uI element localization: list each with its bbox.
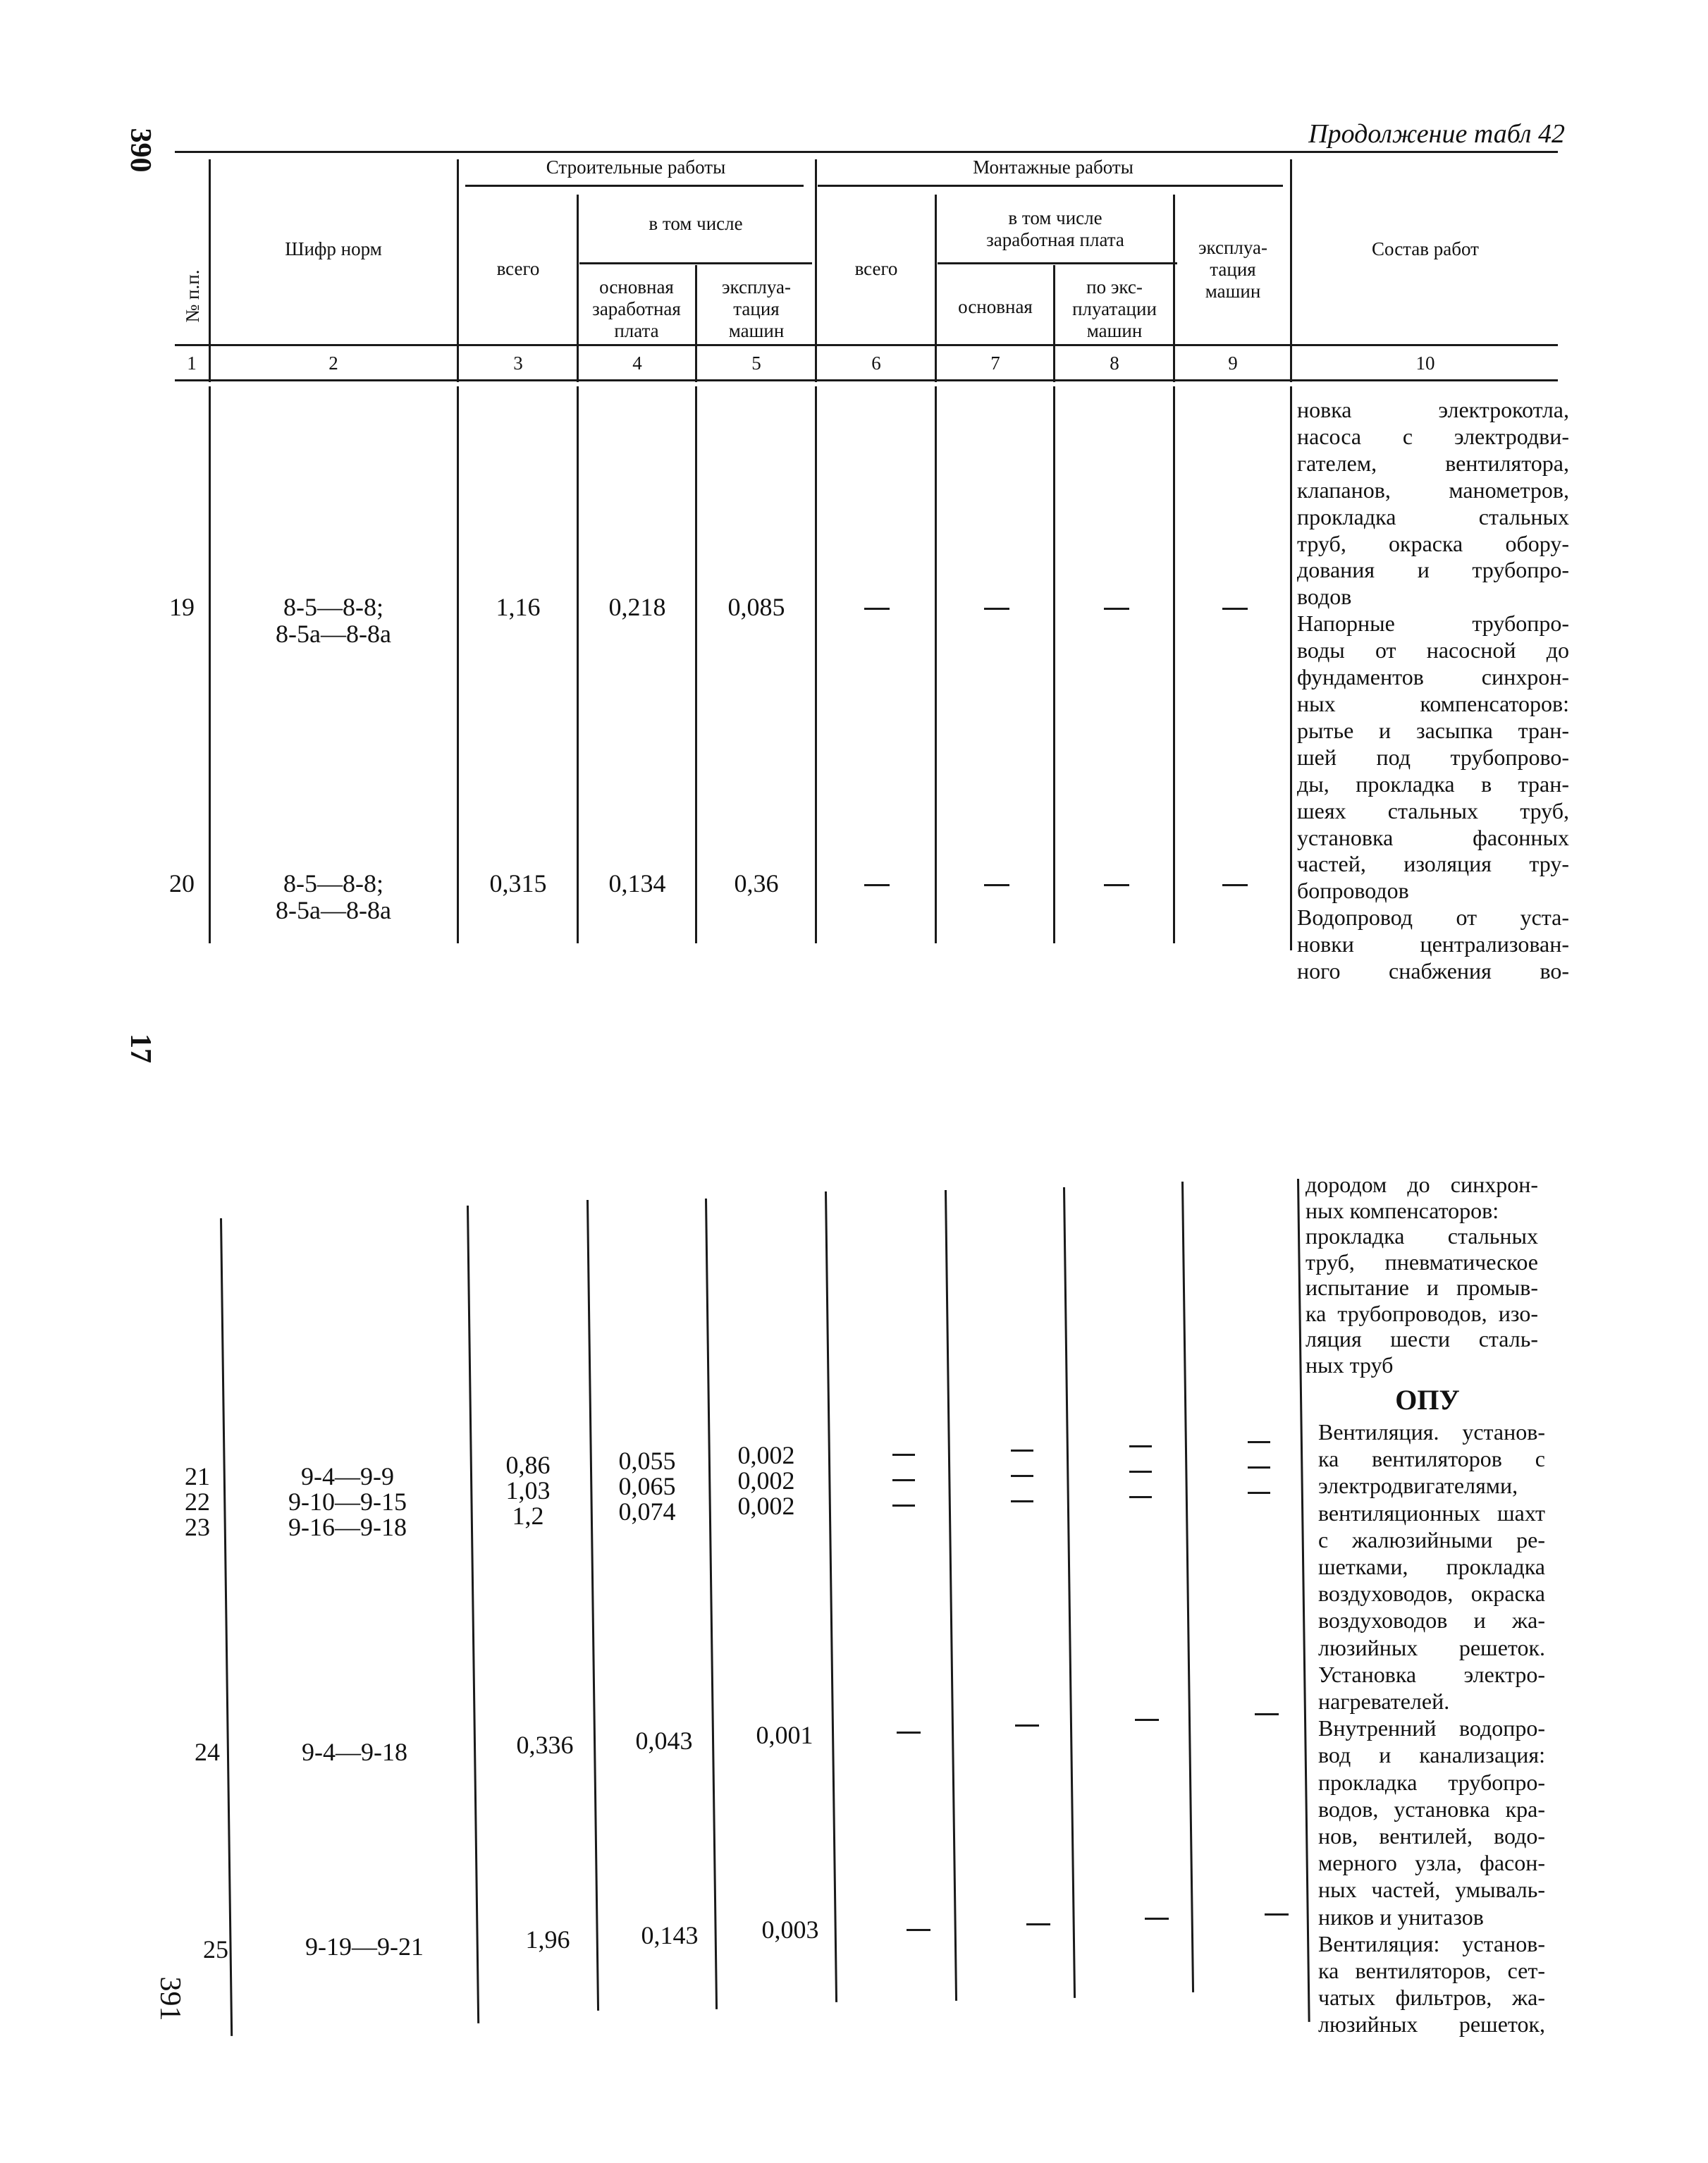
composition-text-bottom-b: Вентиляция. установ- ка вентиляторов с электродвигателями, вентиляционных шахт с жалюзийными ре- шетками, прокладка воздуховодов, окраска воздуховодов и жа- люзийных решеток. Установка электро- нагревателей. Внутренний водопро- вод и канализация: прокладка трубопро- водов, установка кра- нов, вентилей, водо- мерного узла, фасон- ных частей, умываль- ников и унитазов Вентиляция: установ- ка вентиляторов, сет- чатых фильтров, жа- люзийных решеток, [1318,1419,1545,2038]
header-installation-machine-wage: по экс- плуатации машин [1072,276,1157,341]
header-construction-including: в том числе [649,213,743,234]
column-number: 3 [513,353,523,374]
header-installation-including: в том числе заработная плата [986,207,1124,250]
composition-text-top: новка электрокотла, насоса с электродви- гателем, вентилятора, клапанов, манометров, прокладка стальных труб, окраска обору- дования и трубопро- водов Напорные трубопро- воды от насосной до фундаментов синхрон- ных компенсаторов: рытье и засыпка тран- шей под трубопрово- ды, прокладка в тран- шеях стальных труб, установка фасонных частей, изоляция тру- бопроводов Водопровод от уста- новки централизован- ного снабжения во- [1297,397,1569,984]
page-number-bottom: 391 [154,1976,186,2021]
column-number: 7 [990,353,1000,374]
column-number: 4 [632,353,642,374]
header-installation-total: всего [854,258,898,279]
column-number: 9 [1228,353,1238,374]
column-number: 8 [1110,353,1119,374]
header-num: № п.п. [182,269,203,323]
header-installation-machines: эксплуа- тация машин [1198,237,1268,302]
column-number: 10 [1415,353,1435,374]
continuation-caption: Продолжение табл 42 [1308,119,1565,149]
composition-text-bottom-a: дородом до синхрон- ных компенсаторов: прокладка стальных труб, пневматическое испытание и промыв- ка трубопроводов, изо- ляция шести сталь- ных труб [1305,1172,1538,1378]
header-composition: Состав работ [1372,238,1479,259]
page-number-top: 390 [124,128,156,173]
header-installation-basic: основная [958,296,1033,317]
column-number: 6 [871,353,881,374]
header-code: Шифр норм [285,238,382,259]
section-title: ОПУ [1395,1384,1460,1416]
header-construction-total: всего [496,258,540,279]
header-construction-machines: эксплуа- тация машин [721,276,792,341]
header-construction: Строительные работы [546,157,726,178]
header-construction-wage: основная заработная плата [592,276,681,341]
page-number-side: 17 [124,1034,156,1063]
column-number: 1 [187,353,197,374]
column-number: 2 [328,353,338,374]
column-number: 5 [751,353,761,374]
header-installation: Монтажные работы [973,157,1133,178]
